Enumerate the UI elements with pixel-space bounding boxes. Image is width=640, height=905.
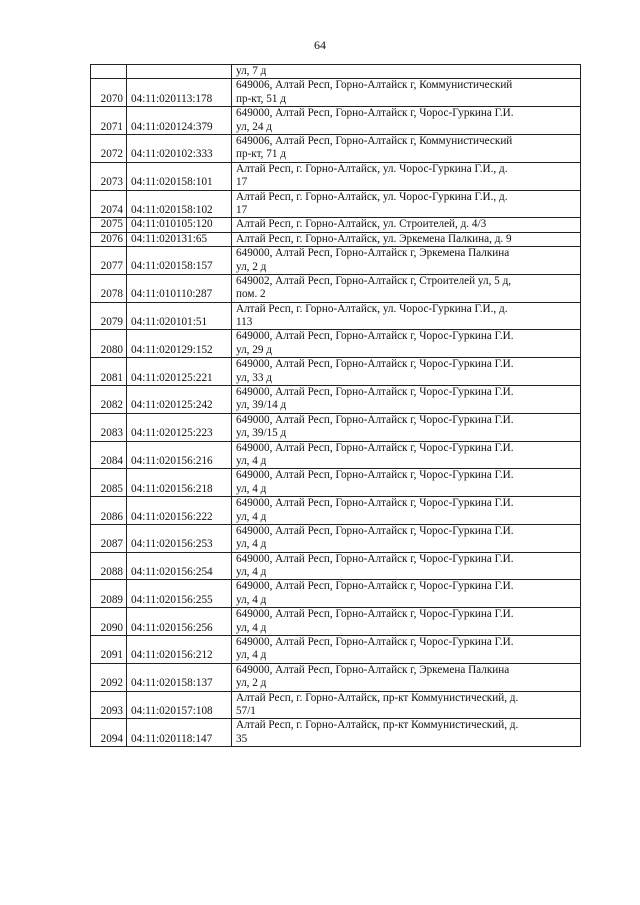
address-line: 649006, Алтай Респ, Горно-Алтайск г, Коммунистический	[236, 134, 513, 147]
address-line: 57/1	[236, 705, 256, 717]
address-cell	[232, 79, 581, 107]
address-line: 649000, Алтай Респ, Горно-Алтайск г, Чорос-Гуркина Г.И.	[236, 386, 514, 399]
row-number: 2075	[91, 218, 127, 232]
address-cell	[232, 274, 581, 302]
table-row	[91, 691, 581, 719]
table-row	[91, 469, 581, 497]
address-cell	[232, 232, 581, 246]
row-number: 2073	[91, 162, 127, 190]
row-number: 2083	[91, 413, 127, 441]
cadastral-number: 04:11:020156:256	[127, 608, 232, 636]
table-row	[91, 79, 581, 107]
address-cell	[232, 552, 581, 580]
table-row	[91, 190, 581, 218]
address-line: Алтай Респ, г. Горно-Алтайск, пр-кт Коммунистический, д.	[236, 719, 519, 732]
address-line: ул, 24 д	[236, 120, 272, 133]
address-line: Алтай Респ, г. Горно-Алтайск, ул. Строителей, д. 4/3	[236, 218, 487, 231]
cadastral-number: 04:11:020125:242	[127, 386, 232, 414]
address-line: ул, 4 д	[236, 621, 267, 634]
row-number: 2090	[91, 608, 127, 636]
address-cell	[232, 330, 581, 358]
address-cell	[232, 134, 581, 162]
cadastral-number: 04:11:020102:333	[127, 134, 232, 162]
cadastral-number: 04:11:020101:51	[127, 302, 232, 330]
row-number: 2092	[91, 663, 127, 691]
address-line: 649000, Алтай Респ, Горно-Алтайск г, Чорос-Гуркина Г.И.	[236, 497, 514, 510]
address-line: 649002, Алтай Респ, Горно-Алтайск г, Строителей ул, 5 д,	[236, 274, 512, 287]
address-line: 649000, Алтай Респ, Горно-Алтайск г, Чорос-Гуркина Г.И.	[236, 330, 514, 343]
address-line: 649000, Алтай Респ, Горно-Алтайск г, Чорос-Гуркина Г.И.	[236, 636, 514, 649]
table-row	[91, 524, 581, 552]
table-row	[91, 107, 581, 135]
row-number: 2093	[91, 691, 127, 719]
address-cell	[232, 358, 581, 386]
address-line: ул, 4 д	[236, 538, 267, 551]
table-row	[91, 274, 581, 302]
cadastral-number: 04:11:010105:120	[127, 218, 232, 232]
row-number: 2076	[91, 232, 127, 246]
table-row	[91, 358, 581, 386]
cadastral-number: 04:11:020113:178	[127, 79, 232, 107]
address-line: 35	[236, 732, 248, 745]
address-cell	[232, 608, 581, 636]
address-cell	[232, 65, 581, 79]
table-row	[91, 497, 581, 525]
address-line: ул, 4 д	[236, 510, 267, 523]
address-cell	[232, 190, 581, 218]
address-line: 649000, Алтай Респ, Горно-Алтайск г, Чорос-Гуркина Г.И.	[236, 524, 514, 537]
address-line: Алтай Респ, г. Горно-Алтайск, ул. Чорос-Гуркина Г.И., д.	[236, 190, 508, 203]
cadastral-number: 04:11:020158:101	[127, 162, 232, 190]
cadastral-number: 04:11:020156:212	[127, 636, 232, 664]
cadastral-number: 04:11:020125:223	[127, 413, 232, 441]
row-number: 2091	[91, 636, 127, 664]
row-number: 2084	[91, 441, 127, 469]
table-row	[91, 218, 581, 232]
row-number: 2081	[91, 358, 127, 386]
address-line: Алтай Респ, г. Горно-Алтайск, ул. Чорос-Гуркина Г.И., д.	[236, 162, 508, 175]
table-row	[91, 232, 581, 246]
table-row	[91, 413, 581, 441]
address-cell	[232, 386, 581, 414]
address-line: ул, 4 д	[236, 566, 267, 579]
cadastral-number: 04:11:020156:218	[127, 469, 232, 497]
table-row	[91, 247, 581, 275]
cadastral-number: 04:11:020158:137	[127, 663, 232, 691]
address-line: Алтай Респ, г. Горно-Алтайск, пр-кт Коммунистический, д.	[236, 691, 519, 704]
cadastral-number: 04:11:020156:255	[127, 580, 232, 608]
address-cell	[232, 663, 581, 691]
address-line: ул, 39/14 д	[236, 399, 287, 412]
table-row	[91, 608, 581, 636]
address-cell	[232, 469, 581, 497]
row-number: 2077	[91, 247, 127, 275]
address-line: 649000, Алтай Респ, Горно-Алтайск г, Чорос-Гуркина Г.И.	[236, 107, 514, 120]
address-line: пр-кт, 51 д	[236, 92, 286, 105]
address-line: ул, 2 д	[236, 677, 267, 690]
address-cell	[232, 719, 581, 747]
row-number: 2082	[91, 386, 127, 414]
cadastral-number: 04:11:020157:108	[127, 691, 232, 719]
address-cell	[232, 218, 581, 232]
row-number: 2089	[91, 580, 127, 608]
property-table	[90, 64, 581, 747]
address-cell	[232, 441, 581, 469]
address-cell	[232, 247, 581, 275]
address-line: ул, 4 д	[236, 593, 267, 606]
table-row	[91, 663, 581, 691]
row-number: 2074	[91, 190, 127, 218]
cadastral-number: 04:11:020158:102	[127, 190, 232, 218]
address-cell	[232, 413, 581, 441]
row-number: 2094	[91, 719, 127, 747]
address-line: пр-кт, 71 д	[236, 148, 286, 161]
address-line: 649006, Алтай Респ, Горно-Алтайск г, Коммунистический	[236, 79, 513, 92]
address-line: 649000, Алтай Респ, Горно-Алтайск г, Чорос-Гуркина Г.И.	[236, 580, 514, 593]
address-line: ул, 4 д	[236, 482, 267, 495]
table-row	[91, 552, 581, 580]
address-line: 649000, Алтай Респ, Горно-Алтайск г, Эркемена Палкина	[236, 663, 510, 676]
address-cell	[232, 107, 581, 135]
table-row	[91, 302, 581, 330]
address-line: Алтай Респ, г. Горно-Алтайск, ул. Эркемена Палкина, д. 9	[236, 232, 512, 245]
cadastral-number: 04:11:020125:221	[127, 358, 232, 386]
table-row	[91, 386, 581, 414]
address-line: ул, 29 д	[236, 343, 272, 356]
address-line: 649000, Алтай Респ, Горно-Алтайск г, Чорос-Гуркина Г.И.	[236, 469, 514, 482]
row-number: 2085	[91, 469, 127, 497]
cadastral-number: 04:11:020124:379	[127, 107, 232, 135]
cadastral-number: 04:11:020156:254	[127, 552, 232, 580]
page-number: 64	[314, 38, 326, 52]
table-row	[91, 162, 581, 190]
address-cell	[232, 691, 581, 719]
table-row	[91, 330, 581, 358]
address-cell	[232, 580, 581, 608]
row-number	[91, 65, 127, 79]
address-line: 649000, Алтай Респ, Горно-Алтайск г, Чорос-Гуркина Г.И.	[236, 441, 514, 454]
cadastral-number: 04:11:020129:152	[127, 330, 232, 358]
address-line: 113	[236, 316, 253, 329]
address-line: 17	[236, 176, 248, 189]
address-cell	[232, 497, 581, 525]
cadastral-number	[127, 65, 232, 79]
cadastral-number: 04:11:020158:157	[127, 247, 232, 275]
row-number: 2079	[91, 302, 127, 330]
address-line: ул, 2 д	[236, 260, 267, 273]
address-line: 17	[236, 203, 248, 216]
cadastral-number: 04:11:020156:216	[127, 441, 232, 469]
table-row	[91, 134, 581, 162]
address-line: 649000, Алтай Респ, Горно-Алтайск г, Чорос-Гуркина Г.И.	[236, 608, 514, 621]
address-line: 649000, Алтай Респ, Горно-Алтайск г, Чорос-Гуркина Г.И.	[236, 552, 514, 565]
row-number: 2078	[91, 274, 127, 302]
address-line: ул, 4 д	[236, 649, 267, 662]
cadastral-number: 04:11:020156:253	[127, 524, 232, 552]
address-line: ул, 4 д	[236, 454, 267, 467]
address-line: 649000, Алтай Респ, Горно-Алтайск г, Чорос-Гуркина Г.И.	[236, 358, 514, 371]
address-cell	[232, 162, 581, 190]
address-line: ул, 33 д	[236, 371, 272, 384]
cadastral-number: 04:11:020118:147	[127, 719, 232, 747]
address-cell	[232, 636, 581, 664]
table-row	[91, 65, 581, 79]
row-number: 2087	[91, 524, 127, 552]
table-row	[91, 636, 581, 664]
address-line: Алтай Респ, г. Горно-Алтайск, ул. Чорос-Гуркина Г.И., д.	[236, 302, 508, 315]
address-line: 649000, Алтай Респ, Горно-Алтайск г, Эркемена Палкина	[236, 247, 510, 260]
table-row	[91, 441, 581, 469]
row-number: 2080	[91, 330, 127, 358]
cadastral-number: 04:11:010110:287	[127, 274, 232, 302]
address-line: пом. 2	[236, 288, 266, 301]
row-number: 2070	[91, 79, 127, 107]
row-number: 2072	[91, 134, 127, 162]
row-number: 2071	[91, 107, 127, 135]
cadastral-number: 04:11:020156:222	[127, 497, 232, 525]
address-cell	[232, 302, 581, 330]
address-line: ул, 39/15 д	[236, 427, 287, 440]
row-number: 2088	[91, 552, 127, 580]
cadastral-number: 04:11:020131:65	[127, 232, 232, 246]
table-row	[91, 580, 581, 608]
property-table-body	[91, 65, 581, 747]
row-number: 2086	[91, 497, 127, 525]
table-row	[91, 719, 581, 747]
address-line: ул, 7 д	[236, 65, 267, 77]
address-line: 649000, Алтай Респ, Горно-Алтайск г, Чорос-Гуркина Г.И.	[236, 413, 514, 426]
address-cell	[232, 524, 581, 552]
